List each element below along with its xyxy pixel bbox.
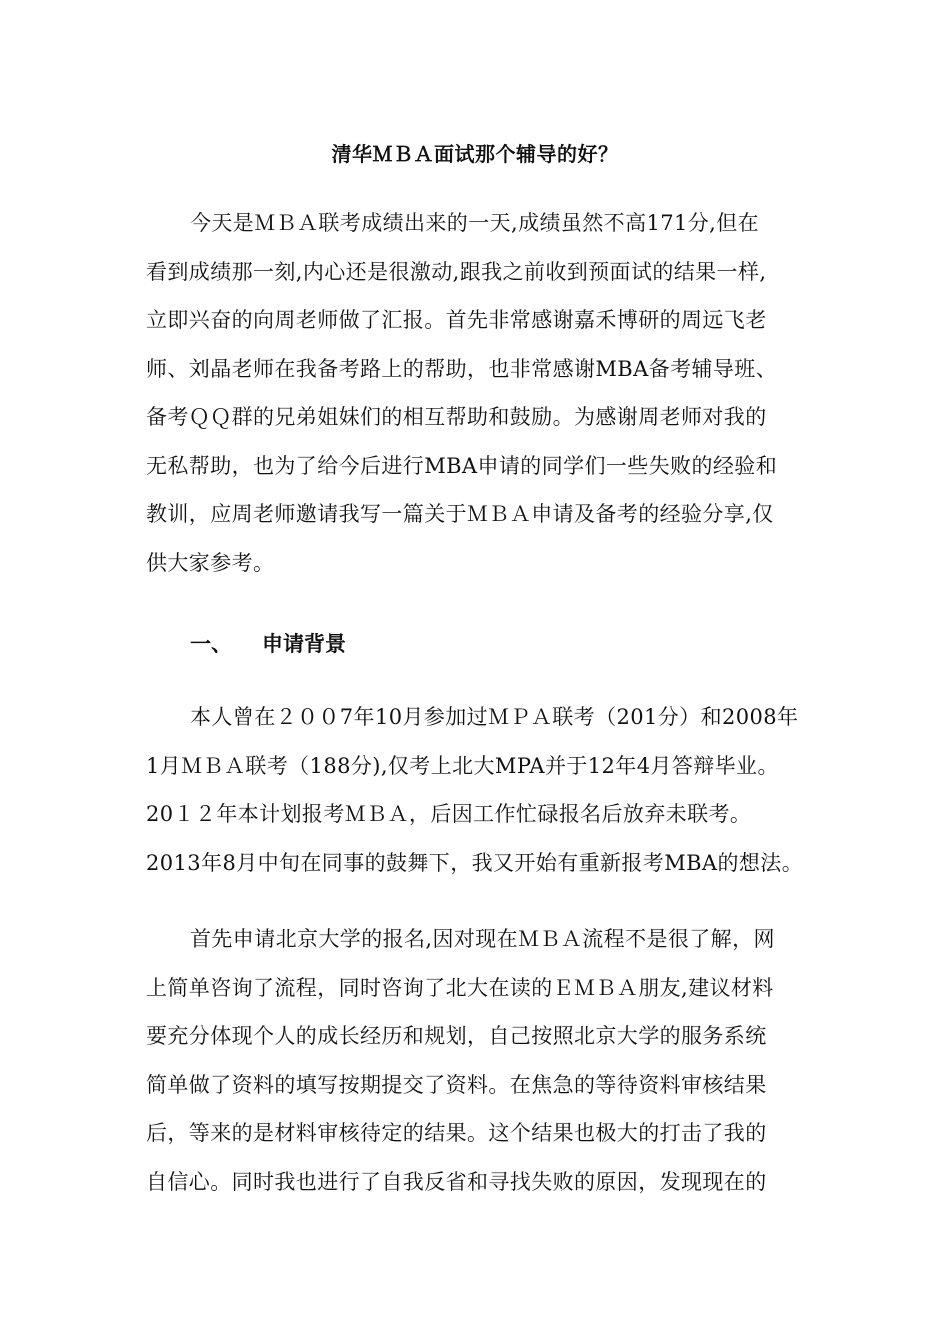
- text-line: 要充分体现个人的成长经历和规划，自己按照北京大学的服务系统: [146, 1024, 767, 1048]
- text-line: 后，等来的是材料审核待定的结果。这个结果也极大的打击了我的: [146, 1121, 767, 1145]
- text-line: 上简单咨询了流程，同时咨询了北大在读的ＥＭＢＡ朋友,建议材料: [146, 975, 774, 1000]
- background-paragraph: [146, 693, 816, 887]
- text-line: 立即兴奋的向周老师做了汇报。首先非常感谢嘉禾博研的周远飞老: [146, 308, 767, 332]
- text-line: 备考ＱＱ群的兄弟姐妹们的相互帮助和鼓励。为感谢周老师对我的: [146, 405, 767, 429]
- text-line: 简单做了资料的填写按期提交了资料。在焦急的等待资料审核结果: [146, 1072, 767, 1097]
- text-line: 教训，应周老师邀请我写一篇关于ＭＢＡ申请及备考的经验分享,仅: [146, 502, 774, 526]
- application-paragraph: [146, 915, 816, 1206]
- section-number: 一、: [190, 631, 232, 656]
- section-heading: [190, 626, 346, 662]
- document-title: 清华ＭＢＡ面试那个辅导的好？: [331, 142, 619, 166]
- text-line: 供大家参考。: [146, 550, 275, 575]
- text-line: 首先申请北京大学的报名,因对现在ＭＢＡ流程不是很了解，网: [190, 927, 775, 951]
- text-line: 自信心。同时我也进行了自我反省和寻找失败的原因，发现现在的: [146, 1169, 767, 1194]
- text-line: 看到成绩那一刻,内心还是很激动,跟我之前收到预面试的结果一样,: [146, 259, 767, 284]
- text-line: 本人曾在２００7年10月参加过ＭＰＡ联考（201分）和2008年: [190, 705, 799, 729]
- text-line: 今天是ＭＢＡ联考成绩出来的一天,成绩虽然不高171分,但在: [190, 211, 760, 235]
- text-line: 2013年8月中旬在同事的鼓舞下，我又开始有重新报考MBA的想法。: [146, 850, 804, 875]
- text-line: 师、刘晶老师在我备考路上的帮助，也非常感谢MBA备考辅导班、: [146, 356, 778, 381]
- text-line: 无私帮助，也为了给今后进行MBA申请的同学们一些失败的经验和: [146, 453, 778, 478]
- intro-paragraph: [146, 199, 816, 587]
- text-line: 1月ＭＢＡ联考（188分),仅考上北大MPA并于12年4月答辩毕业。: [146, 753, 779, 778]
- text-line: 20１２年本计划报考ＭＢＡ，后因工作忙碌报名后放弃未联考。: [146, 802, 752, 826]
- section-title: 申请背景: [262, 631, 346, 656]
